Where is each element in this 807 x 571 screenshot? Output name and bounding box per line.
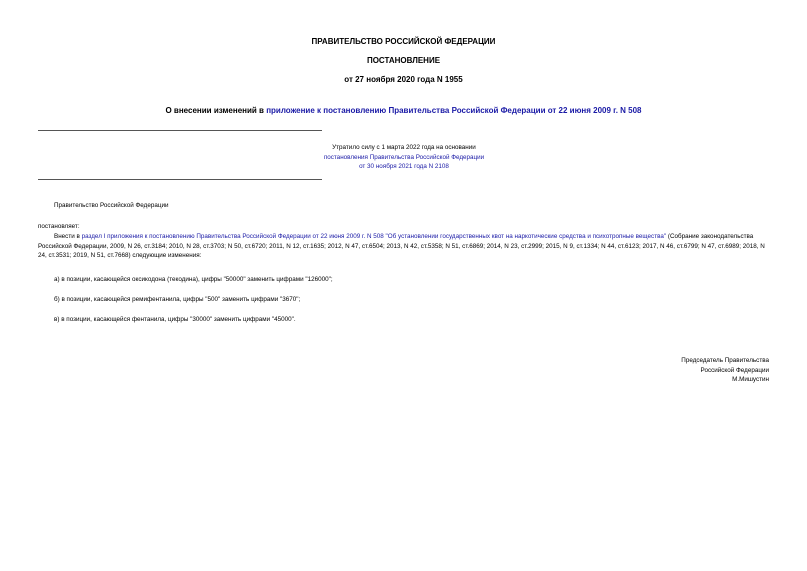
title-link[interactable]: приложение к постановлению Правительства Российской Федерации от 22 июня 2009 г. N 508 [266, 106, 642, 115]
status-note [38, 143, 770, 172]
government-line: Правительство Российской Федерации [54, 202, 169, 209]
item-a: а) в позиции, касающейся оксикодона (текодина), цифры "50000" заменить цифрами "126000"; [54, 276, 333, 283]
status-note-link-2[interactable]: от 30 ноября 2021 года N 2108 [359, 163, 449, 170]
signature-title: Председатель Правительства [681, 357, 769, 364]
decrees-line: постановляет: [38, 223, 80, 230]
org-heading: ПРАВИТЕЛЬСТВО РОССИЙСКОЙ ФЕДЕРАЦИИ [311, 37, 496, 46]
divider-bottom [38, 179, 322, 180]
signature-block [681, 356, 769, 385]
date-number-heading: от 27 ноября 2020 года N 1955 [344, 75, 463, 84]
item-b: б) в позиции, касающейся ремифентанила, цифры "500" заменить цифрами "3670"; [54, 296, 301, 303]
document-title [0, 106, 807, 115]
item-c: в) в позиции, касающейся фентанила, цифры "30000" заменить цифрами "45000". [54, 316, 296, 323]
signature-org: Российской Федерации [700, 366, 769, 374]
doc-type-heading: ПОСТАНОВЛЕНИЕ [366, 56, 441, 65]
intro-link[interactable]: раздел I приложения к постановлению Правительства Российской Федерации от 22 июня 2009 г. N 508 "Об установлении государственных квот на наркотические средства и психотропные вещества" [81, 233, 667, 240]
status-note-link-1[interactable]: постановления Правительства Российской Федерации [323, 153, 485, 161]
status-note-text: Утратило силу с 1 марта 2022 года на основании [332, 144, 476, 151]
signature-name: М.Мишустин [732, 376, 769, 384]
intro-paragraph [38, 232, 770, 261]
intro-suffix: (Собрание законодательства Российской Федерации, 2009, N 26, ст.3184; 2010, N 28, ст.3703; N 50, ст.6720; 2011, N 12, ст.1635; 2012, N 47, ст.6504; 2013, N 42, ст.5358; N 51, ст.6869; 2014, N 23, ст.2999; 2015, N 9, ст.1334; N 44, ст.6123; 2017, N 46, ст.6799; N 47, ст.6989; 2018, N 24, ст.3531; 2019, N 51, ст.7668) следующие изменения: [38, 233, 765, 259]
title-prefix: О внесении изменений в [165, 106, 267, 115]
intro-prefix: Внести в [54, 233, 82, 240]
divider-top [38, 130, 322, 131]
